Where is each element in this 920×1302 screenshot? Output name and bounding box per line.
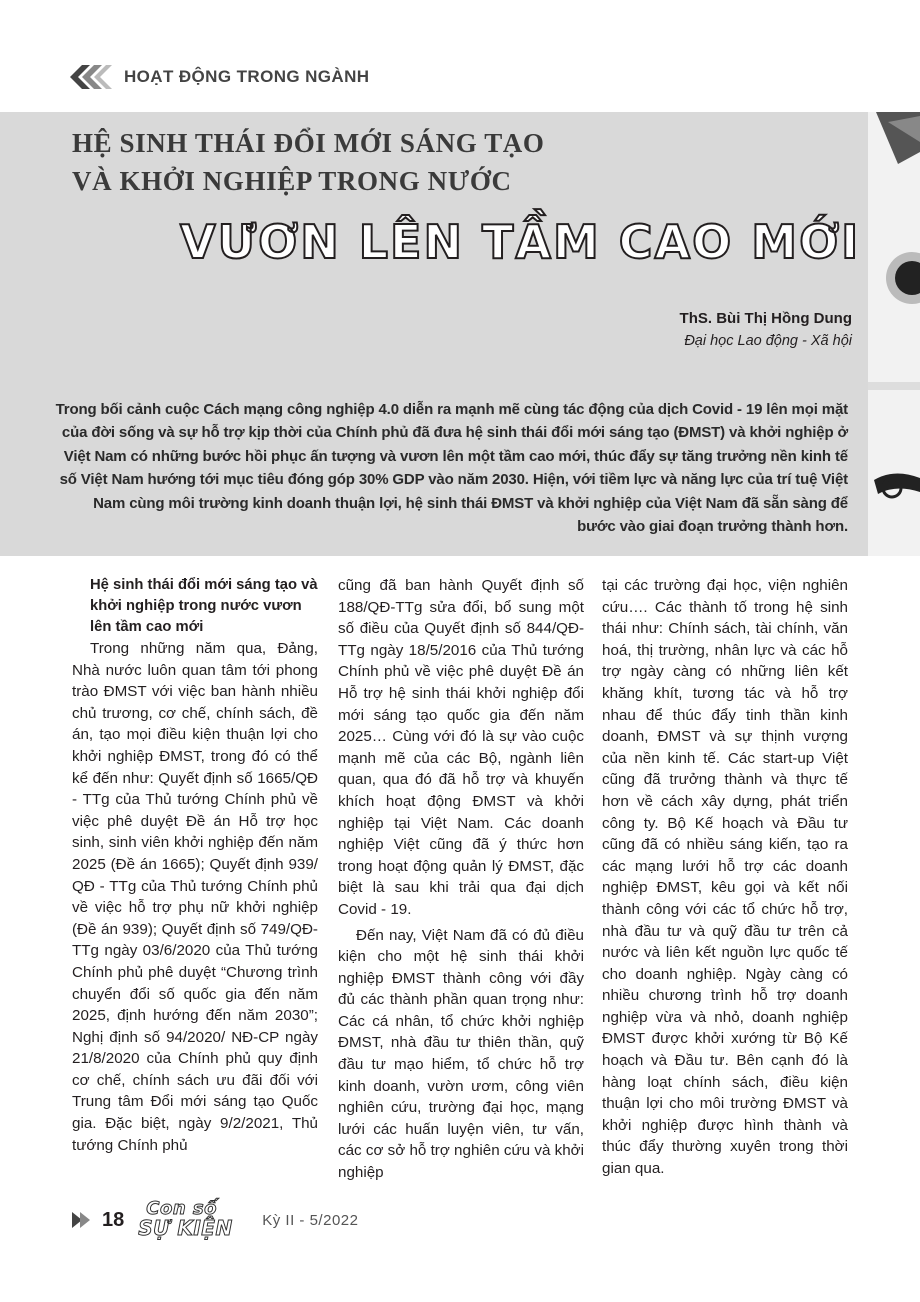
paragraph: Trong những năm qua, Đảng, Nhà nước luôn quan tâm tới phong trào ĐMST với việc ban hành nhiều chủ trương, cơ chế, chính sách, đề án, tạo mọi điều kiện thuận lợi cho khởi nghiệp ĐMST, trong đó có thể kể đến như: Quyết định số 1665/QĐ - TTg của Thủ tướng Chính phủ về việc phê duyệt Đề án Hỗ trợ học sinh, sinh viên khởi nghiệp đến năm 2025 (Đề án 1665); Quyết định 939/ QĐ - TTg của Thủ tướng Chính phủ về việc hỗ trợ phụ nữ khởi nghiệp (Đề án 939); Quyết định số 749/QĐ-TTg ngày 03/6/2020 của Thủ tướng Chính phủ phê duyệt “Chương trình chuyển đổi số quốc gia đến năm 2025, định hướng đến năm 2030”; Nghị định số 94/2020/ NĐ-CP ngày 21/8/2020 của Chính phủ quy định cơ chế, chính sách ưu đãi đối với Trung tâm Đổi mới sáng tạo Quốc gia. Đặc biệt, ngày 9/2/2021, Thủ tướng Chính phủ [72, 640, 318, 1154]
magazine-logo: Con số SỰ KIỆN [138, 1198, 233, 1240]
chevron-left-icon [68, 63, 114, 91]
page-footer [70, 1200, 358, 1240]
paragraph: tại các trường đại học, viện nghiên cứu…. Các thành tố trong hệ sinh thái như: Chính sách, tài chính, văn hoá, thị trường, nhân lực và các hỗ trợ ngày càng có những liên kết khăng khít, tương tác và hỗ trợ nhau để thúc đẩy tinh thần kinh doanh, ĐMST và sự thịnh vượng của nền kinh tế. Các start-up Việt cũng đã trưởng thành và thực tế hơn về cách xây dựng, phát triển công ty. Bộ Kế hoạch và Đầu tư cũng đã có nhiều sáng kiến, tạo ra các mạng lưới hỗ trợ các doanh nghiệp ĐMST, kêu gọi và kết nối thành công với các tổ chức hỗ trợ, nhà đầu tư và quỹ đầu tư trên cả nước và liên kết nguồn lực quốc tế cho doanh nghiệp. Ngày càng có nhiều chương trình hỗ trợ doanh nghiệp vừa và nhỏ, doanh nghiệp ĐMST được khởi xướng từ Bộ Kế hoạch và Đầu tư. Bên cạnh đó là hàng loạt chính sách, điều kiện thuận lợi cho môi trường ĐMST và khởi nghiệp được hình thành và thúc đẩy thường xuyên trong thời gian qua. [602, 577, 848, 1178]
author-name: ThS. Bùi Thị Hồng Dung [679, 310, 852, 327]
column-2 [338, 575, 584, 1184]
lead-paragraph: Trong bối cảnh cuộc Cách mạng công nghiệp 4.0 diễn ra mạnh mẽ cùng tác động của dịch Covid - 19 lên mọi mặt của đời sống và sự hỗ trợ kịp thời của Chính phủ đã đưa hệ sinh thái đổi mới sáng tạo (ĐMST) và khởi nghiệp ở Việt Nam có những bước hồi phục ấn tượng và vươn lên một tầm cao mới, thúc đẩy sự tăng trưởng nền kinh tế số Việt Nam hướng tới mục tiêu đóng góp 30% GDP vào năm 2030. Hiện, với tiềm lực và năng lực của trí tuệ Việt Nam cùng môi trường kinh doanh thuận lợi, hệ sinh thái ĐMST và khởi nghiệp của Việt Nam đã sẵn sàng để bước vào giai đoạn trưởng thành hơn. [55, 401, 848, 536]
headline-main: VƯƠN LÊN TẦM CAO MỚI [180, 215, 861, 269]
author-organization: Đại học Lao động - Xã hội [684, 333, 852, 349]
column-3 [602, 575, 848, 1180]
section-header [68, 62, 369, 92]
article-subheading: Hệ sinh thái đổi mới sáng tạo và khởi nghiệp trong nước vươn lên tầm cao mới [90, 577, 318, 635]
section-title: HOẠT ĐỘNG TRONG NGÀNH [124, 67, 370, 86]
paragraph: Đến nay, Việt Nam đã có đủ điều kiện cho một hệ sinh thái khởi nghiệp ĐMST thành công với đầy đủ các thành phần quan trọng như: Các cá nhân, tổ chức khởi nghiệp ĐMST, nhà đầu tư thiên thần, quỹ đầu tư mạo hiểm, tổ chức hỗ trợ kinh doanh, vườn ươm, công viên nghiên cứu, trường đại học, mạng lưới các huấn luyện viên, tư vấn, các cơ sở hỗ trợ nghiên cứu và khởi nghiệp [338, 926, 584, 1182]
paragraph: cũng đã ban hành Quyết định số 188/QĐ-TTg sửa đổi, bổ sung một số điều của Quyết định số 844/QĐ-TTg ngày 18/5/2016 của Thủ tướng Chính phủ về việc phê duyệt Đề án Hỗ trợ hệ sinh thái khởi nghiệp đổi mới sáng tạo quốc gia đến năm 2025… Cùng với đó là sự vào cuộc mạnh mẽ của các Bộ, ngành liên quan, qua đó đã hỗ trợ và khuyến khích hoạt động ĐMST và khởi nghiệp tại Việt Nam. Các doanh nghiệp Việt cũng đã ý thức hơn trong hoạt động quản lý ĐMST, đặc biệt là sau khi trải qua đại dịch Covid - 19. [338, 577, 584, 918]
page-number: 18 [102, 1208, 125, 1231]
arrow-right-icon [70, 1209, 92, 1231]
headline-line-1: HỆ SINH THÁI ĐỔI MỚI SÁNG TẠO [72, 128, 545, 158]
column-1 [72, 575, 318, 1156]
decorative-photo [868, 112, 920, 556]
issue-label: Kỳ II - 5/2022 [262, 1211, 359, 1229]
headline-line-2: VÀ KHỞI NGHIỆP TRONG NƯỚC [72, 166, 512, 196]
author-block [680, 310, 852, 349]
